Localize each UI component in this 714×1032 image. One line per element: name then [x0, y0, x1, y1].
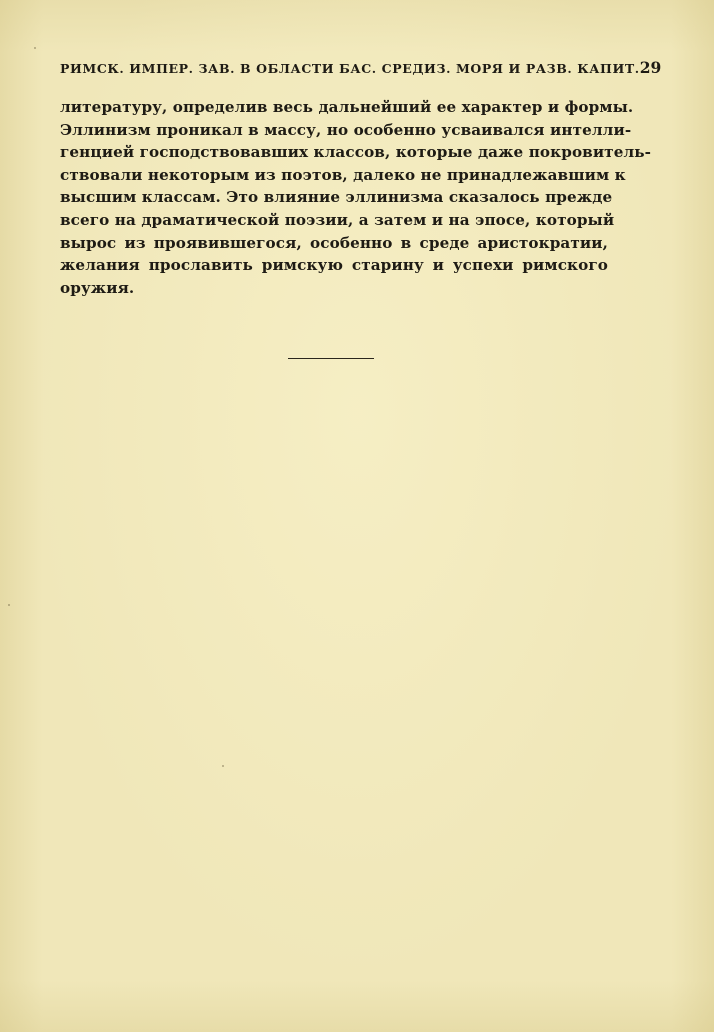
text-line: оружия. — [60, 278, 135, 297]
text-line: Эллинизм проникал в массу, но особенно усваивался интелли- — [60, 120, 632, 139]
text-line: желания прославить римскую старину и успехи римского — [60, 256, 608, 275]
running-title: РИМСК. ИМПЕР. ЗАВ. В ОБЛАСТИ БАС. СРЕДИЗ. МОРЯ И РАЗВ. КАПИТ. — [60, 61, 640, 76]
text-line: всего на драматической поэзии, а затем и на эпосе, который — [60, 210, 615, 229]
body-paragraph — [60, 96, 652, 299]
text-line: генцией господствовавших классов, которые даже покровитель- — [60, 143, 652, 162]
paper-speck — [34, 47, 36, 49]
text-line: ствовали некоторым из поэтов, далеко не принадлежавшим к — [60, 165, 626, 184]
paper-speck — [222, 765, 224, 767]
text-line: высшим классам. Это влияние эллинизма сказалось прежде — [60, 188, 613, 207]
text-line: вырос из проявившегося, особенно в среде аристократии, — [60, 233, 608, 252]
running-head — [60, 58, 662, 77]
page-number: 29 — [639, 58, 662, 77]
text-line: литературу, определив весь дальнейший ее характер и формы. — [60, 98, 634, 116]
section-divider — [288, 358, 374, 359]
paper-speck — [8, 604, 10, 606]
